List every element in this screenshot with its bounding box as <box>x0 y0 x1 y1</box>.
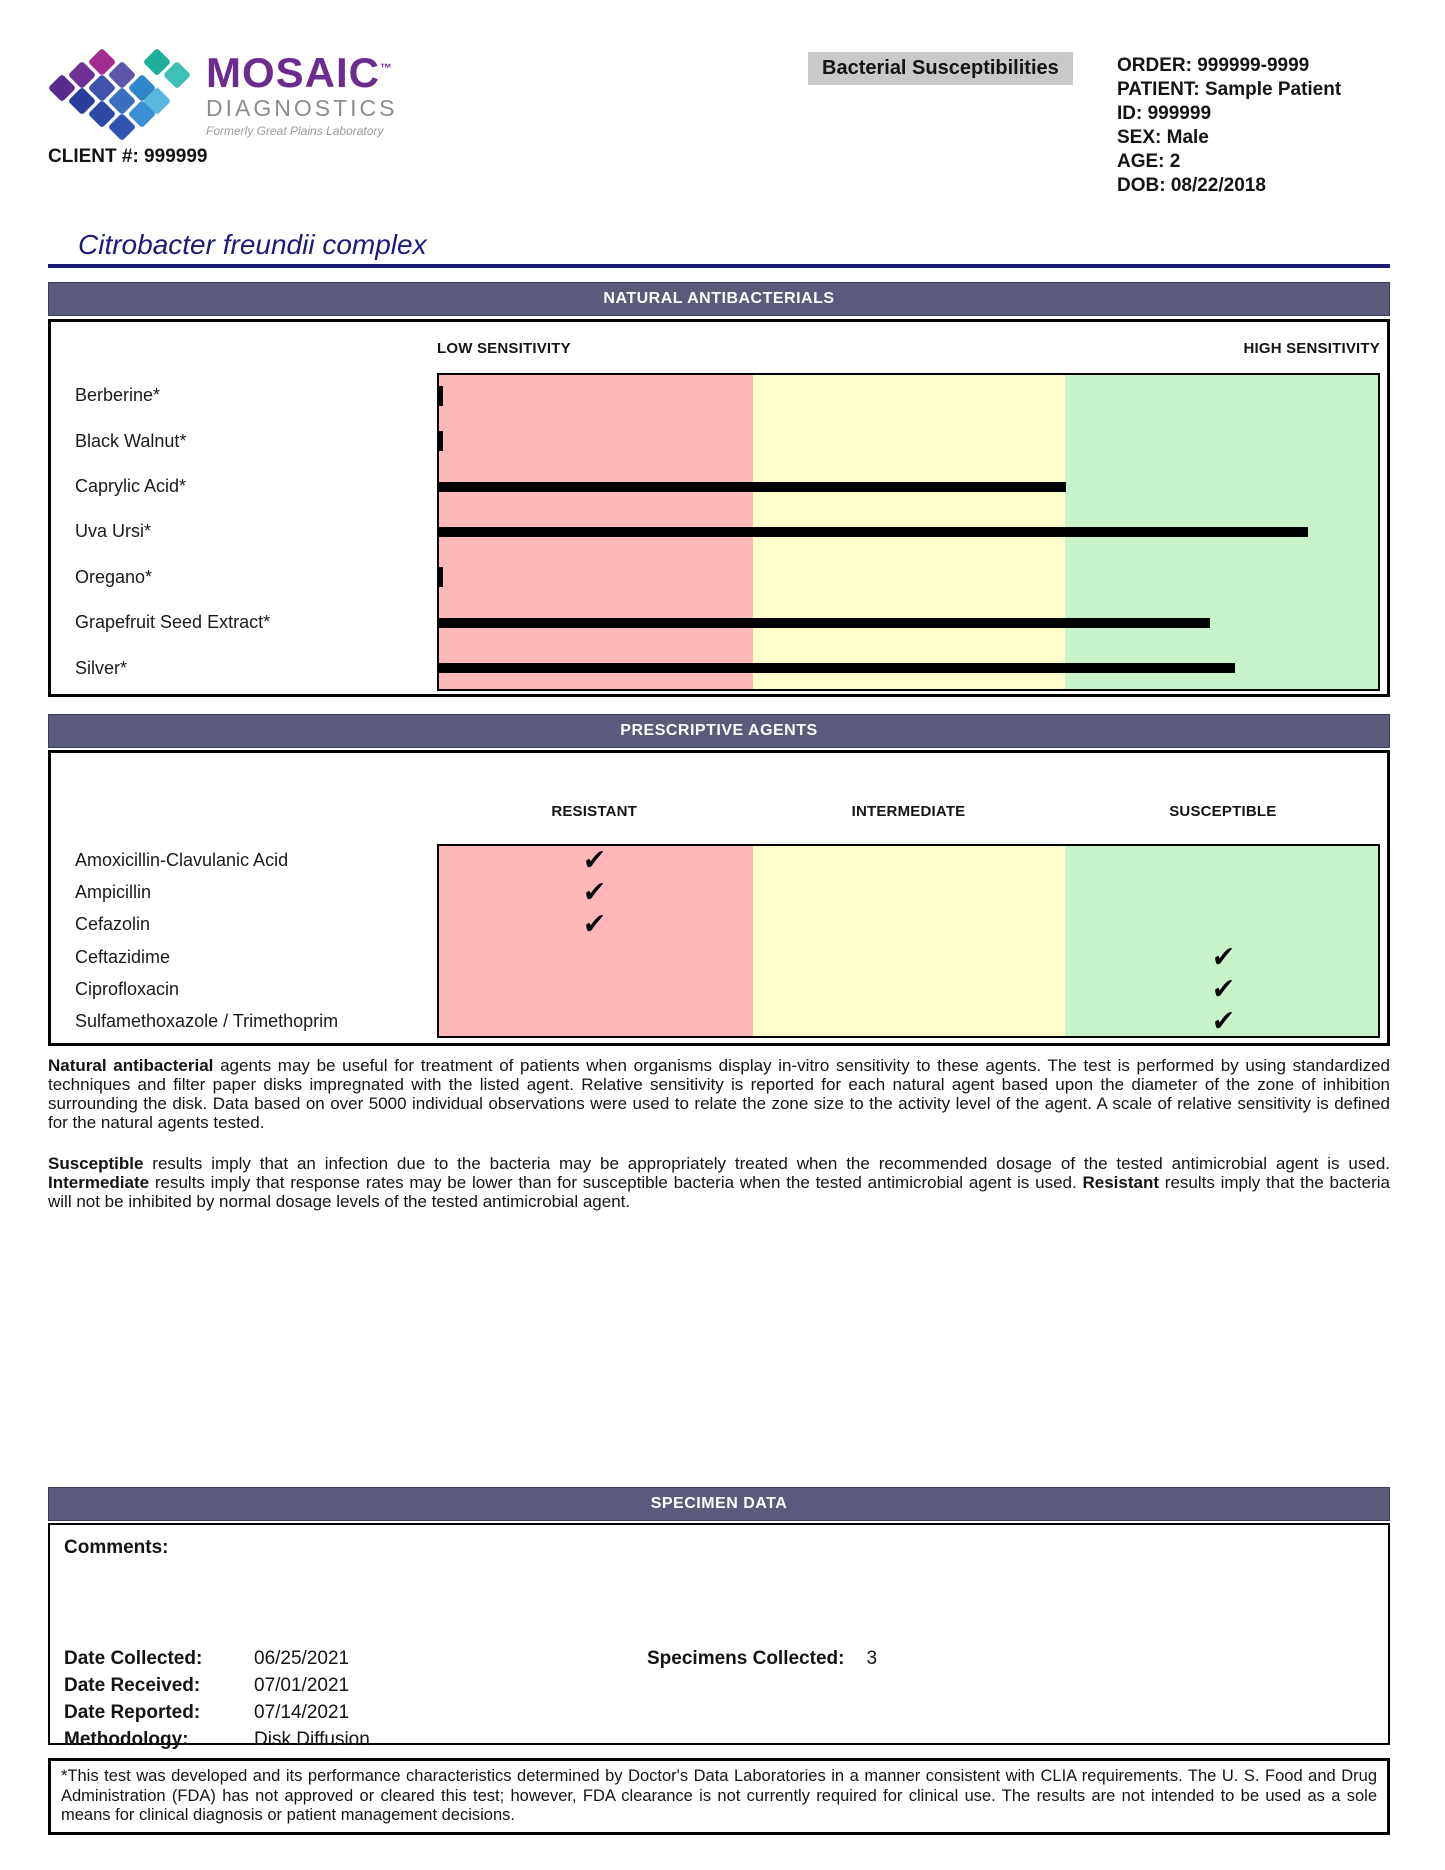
specimen-field-row <box>64 1726 370 1753</box>
specimen-field-value: 07/01/2021 <box>254 1675 350 1696</box>
prescriptive-agent-label: Cefazolin <box>75 914 151 935</box>
specimen-field-row <box>64 1672 370 1699</box>
brand-name: MOSAIC™ <box>206 49 393 96</box>
specimen-field-label: Methodology: <box>64 1729 189 1750</box>
result-cell-susceptible <box>1066 909 1380 941</box>
specimens-collected-value: 3 <box>866 1648 878 1669</box>
patient-info-line: PATIENT: Sample Patient <box>1117 79 1342 100</box>
sensitivity-row <box>437 373 1380 418</box>
natural-agent-label: Berberine* <box>75 385 161 406</box>
high-sensitivity-label: HIGH SENSITIVITY <box>1243 340 1380 357</box>
result-cell-susceptible <box>1066 1006 1380 1038</box>
interpretation-paragraph: Susceptible results imply that an infection due to the bacteria may be appropriately treated when the recommended dosage of the tested antimicrobial agent is used. Intermediate results imply that response rates may be lower than for susceptible bacteria when the tested antimicrobial agent is used. Resistant results imply that the bacteria will not be inhibited by normal dosage levels of the tested antimicrobial agent. <box>48 1154 1391 1211</box>
prescriptive-agent-labels <box>51 844 437 1038</box>
result-cells <box>437 973 1380 1005</box>
natural-agent-label: Oregano* <box>75 566 153 587</box>
patient-info-line: DOB: 08/22/2018 <box>1117 175 1266 196</box>
result-row <box>437 941 1380 973</box>
checkmark-icon: ✔ <box>1210 972 1236 1006</box>
specimen-field-row <box>64 1645 370 1672</box>
result-cells <box>437 1006 1380 1038</box>
specimen-field-value: 07/14/2021 <box>254 1702 350 1723</box>
title-underline <box>48 264 1390 268</box>
mosaic-logo-icon <box>52 52 192 142</box>
interpretation-notes <box>48 1056 1390 1211</box>
prescriptive-agent-label: Amoxicillin-Clavulanic Acid <box>75 849 289 870</box>
patient-info-block <box>1117 54 1341 198</box>
result-cell-susceptible <box>1066 844 1380 876</box>
patient-info-line: ORDER: 999999-9999 <box>1117 55 1310 76</box>
sensitivity-row <box>437 600 1380 645</box>
patient-info-line: ID: 999999 <box>1117 103 1212 124</box>
result-cell-resistant <box>437 909 751 941</box>
prescriptive-agent-label: Sulfamethoxazole / Trimethoprim <box>75 1011 339 1032</box>
result-cell-intermediate <box>751 1006 1065 1038</box>
specimen-field-value: Disk Diffusion <box>254 1729 370 1750</box>
logo-wordmark <box>206 46 466 138</box>
sensitivity-bar <box>437 482 1066 492</box>
specimens-collected-label: Specimens Collected: <box>647 1648 845 1669</box>
result-cell-susceptible <box>1066 973 1380 1005</box>
prescriptive-agent-label: Ampicillin <box>75 881 152 902</box>
report-content <box>48 228 1390 1835</box>
checkmark-icon: ✔ <box>1210 940 1236 974</box>
result-cell-resistant <box>437 1006 751 1038</box>
low-sensitivity-label: LOW SENSITIVITY <box>437 340 571 357</box>
prescriptive-agents-table <box>48 750 1390 1046</box>
sensitivity-row <box>437 509 1380 554</box>
result-column-header: SUSCEPTIBLE <box>1169 803 1277 820</box>
natural-agent-label: Uva Ursi* <box>75 521 152 542</box>
sensitivity-bar <box>437 527 1308 537</box>
natural-agent-labels <box>51 373 437 691</box>
clia-disclaimer: *This test was developed and its performance characteristics determined by Doctor's Data Laboratories in a manner consistent with CLIA requirements. The U. S. Food and Drug Administration (FDA) has not approved or cleared this test; however, FDA clearance is not currently required for clinical use. The results are not intended to be used as a sole means for clinical diagnosis or patient management decisions. <box>48 1758 1390 1835</box>
sensitivity-row <box>437 555 1380 600</box>
result-row <box>437 1006 1380 1038</box>
checkmark-icon: ✔ <box>581 875 607 909</box>
result-cell-resistant <box>437 941 751 973</box>
result-row <box>437 876 1380 908</box>
specimen-field-value: 06/25/2021 <box>254 1648 350 1669</box>
result-cell-resistant <box>437 973 751 1005</box>
sensitivity-row <box>437 464 1380 509</box>
interpretation-paragraph: Natural antibacterial agents may be useful for treatment of patients when organisms display in-vitro sensitivity to these agents. The test is performed by using standardized techniques and filter paper disks impregnated with the listed agent. Relative sensitivity is reported for each natural agent based upon the diameter of the zone of inhibition surrounding the disk. Data based on over 5000 individual observations were used to relate the zone size to the activity level of the agent. A scale of relative sensitivity is defined for the natural agents tested. <box>48 1056 1390 1132</box>
result-cells <box>437 876 1380 908</box>
trademark-symbol: ™ <box>380 61 393 75</box>
result-cell-susceptible <box>1066 876 1380 908</box>
patient-info-line: SEX: Male <box>1117 127 1209 148</box>
sensitivity-row <box>437 646 1380 691</box>
result-cell-intermediate <box>751 844 1065 876</box>
result-cells <box>437 941 1380 973</box>
natural-agent-label: Caprylic Acid* <box>75 476 187 497</box>
result-cell-resistant <box>437 844 751 876</box>
report-type-badge: Bacterial Susceptibilities <box>808 52 1073 85</box>
natural-agent-label: Grapefruit Seed Extract* <box>75 612 271 633</box>
specimen-dates <box>64 1645 370 1753</box>
specimens-collected <box>647 1645 877 1672</box>
result-cells <box>437 909 1380 941</box>
result-row <box>437 973 1380 1005</box>
result-column-header: RESISTANT <box>551 803 638 820</box>
result-cells <box>437 844 1380 876</box>
result-column-header: INTERMEDIATE <box>851 803 966 820</box>
patient-info-line: AGE: 2 <box>1117 151 1181 172</box>
result-cell-intermediate <box>751 909 1065 941</box>
result-row <box>437 909 1380 941</box>
sensitivity-scale-labels <box>437 340 1380 357</box>
natural-agent-bars <box>437 373 1380 691</box>
sensitivity-tick <box>438 567 443 587</box>
prescriptive-agent-label: Ciprofloxacin <box>75 978 180 999</box>
checkmark-icon: ✔ <box>1210 1004 1236 1038</box>
checkmark-icon: ✔ <box>581 843 607 877</box>
specimen-field-row <box>64 1699 370 1726</box>
natural-antibacterials-header: NATURAL ANTIBACTERIALS <box>48 282 1390 316</box>
checkmark-icon: ✔ <box>581 907 607 941</box>
specimen-field-label: Date Received: <box>64 1675 201 1696</box>
result-cell-susceptible <box>1066 941 1380 973</box>
result-column-headers <box>437 803 1380 820</box>
client-number: CLIENT #: 999999 <box>48 146 208 167</box>
prescriptive-agent-label: Ceftazidime <box>75 946 171 967</box>
sensitivity-bar <box>437 663 1235 673</box>
brand-subname: DIAGNOSTICS <box>206 95 398 121</box>
result-cell-intermediate <box>751 973 1065 1005</box>
result-cell-intermediate <box>751 876 1065 908</box>
sensitivity-row <box>437 418 1380 463</box>
natural-antibacterials-table <box>48 319 1390 697</box>
comments-label: Comments: <box>64 1537 169 1558</box>
specimen-field-label: Date Collected: <box>64 1648 203 1669</box>
specimen-field-label: Date Reported: <box>64 1702 201 1723</box>
specimen-data-box <box>48 1523 1390 1750</box>
result-cell-intermediate <box>751 941 1065 973</box>
sensitivity-tick <box>438 386 443 406</box>
natural-agent-label: Black Walnut* <box>75 430 187 451</box>
sensitivity-bar <box>437 618 1210 628</box>
organism-title: Citrobacter freundii complex <box>78 229 427 260</box>
specimen-data-header: SPECIMEN DATA <box>48 1487 1390 1521</box>
brand-tagline: Formerly Great Plains Laboratory <box>206 124 384 138</box>
prescriptive-agent-results <box>437 844 1380 1038</box>
sensitivity-tick <box>438 431 443 451</box>
result-cell-resistant <box>437 876 751 908</box>
result-row <box>437 844 1380 876</box>
natural-agent-label: Silver* <box>75 657 128 678</box>
prescriptive-agents-header: PRESCRIPTIVE AGENTS <box>48 714 1390 748</box>
